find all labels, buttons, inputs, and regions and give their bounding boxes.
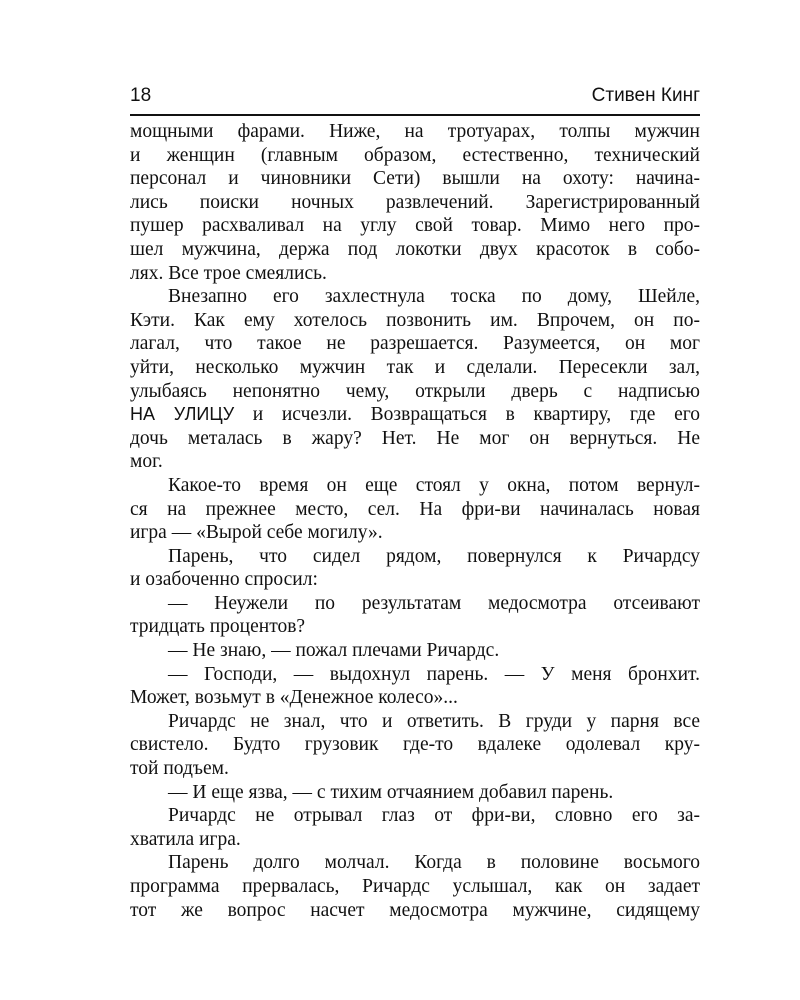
text-line: Внезапно его захлестнула тоска по дому, Шейле,: [168, 286, 700, 308]
text-line: и озабоченно спросил:: [130, 569, 318, 591]
text-line: лись поиски ночных развлечений. Зарегистрированный: [130, 191, 700, 213]
text-line: Какое-то время он еще стоял у окна, потом вернул-: [168, 474, 700, 496]
text-line: Ричардс не знал, что и ответить. В груди у парня все: [168, 710, 700, 732]
text-line: Ричардс не отрывал глаз от фри-ви, словно его за-: [168, 805, 700, 827]
page-number: 18: [130, 85, 152, 106]
text-line: Может, возьмут в «Денежное колесо»...: [130, 687, 458, 709]
page-header: [130, 82, 700, 110]
text-line: шел мужчина, держа под локотки двух красоток в собо-: [130, 238, 700, 260]
text-line: Парень долго молчал. Когда в половине восьмого: [168, 852, 700, 874]
text-line: [130, 403, 700, 427]
book-text: [130, 120, 700, 922]
text-line: тридцать процентов?: [130, 616, 306, 638]
text-line: — И еще язва, — с тихим отчаянием добавил парень.: [168, 781, 614, 803]
text-line: Кэти. Как ему хотелось позвонить им. Впрочем, он по-: [130, 309, 700, 331]
text-line: Парень, что сидел рядом, повернулся к Ричардсу: [168, 545, 700, 567]
text-line: дочь металась в жару? Нет. Не мог он вернуться. Не: [130, 427, 700, 449]
text-line: улыбаясь непонятно чему, открыли дверь с надписью: [130, 380, 700, 402]
text-line: свистело. Будто грузовик где-то вдалеке одолевал кру-: [130, 734, 700, 756]
header-rule: [130, 114, 700, 116]
text-line: уйти, несколько мужчин так и сделали. Пересекли зал,: [130, 356, 700, 378]
text-line: той подъем.: [130, 758, 229, 780]
text-line: и женщин (главным образом, естественно, технический: [130, 144, 700, 166]
text-line: — Не знаю, — пожал плечами Ричардс.: [168, 640, 500, 662]
text-line: тот же вопрос насчет медосмотра мужчине, сидящему: [130, 899, 700, 921]
text-line: лагал, что такое не разрешается. Разумеется, он мог: [130, 333, 700, 355]
text-line: мощными фарами. Ниже, на тротуарах, толпы мужчин: [130, 121, 700, 142]
text-line: — Неужели по результатам медосмотра отсеивают: [168, 592, 700, 614]
text-line: лях. Все трое смеялись.: [130, 262, 327, 284]
running-title: Стивен Кинг: [591, 85, 700, 106]
text-line: хватила игра.: [130, 828, 241, 850]
text-line-rest: и исчезли. Возвращаться в квартиру, где его: [234, 404, 700, 426]
text-line: ся на прежнее место, сел. На фри-ви начиналась новая: [130, 498, 700, 520]
text-line: программа прервалась, Ричардс услышал, как он задает: [130, 876, 700, 897]
text-line: пушер расхваливал на углу свой товар. Мимо него про-: [130, 215, 700, 237]
sign-text: НА УЛИЦУ: [130, 404, 235, 425]
text-line: — Господи, — выдохнул парень. — У меня бронхит.: [168, 663, 700, 685]
text-line: мог.: [130, 451, 163, 473]
text-line: персонал и чиновники Сети) вышли на охоту: начина-: [130, 168, 700, 190]
text-line: игра — «Вырой себе могилу».: [130, 522, 383, 544]
